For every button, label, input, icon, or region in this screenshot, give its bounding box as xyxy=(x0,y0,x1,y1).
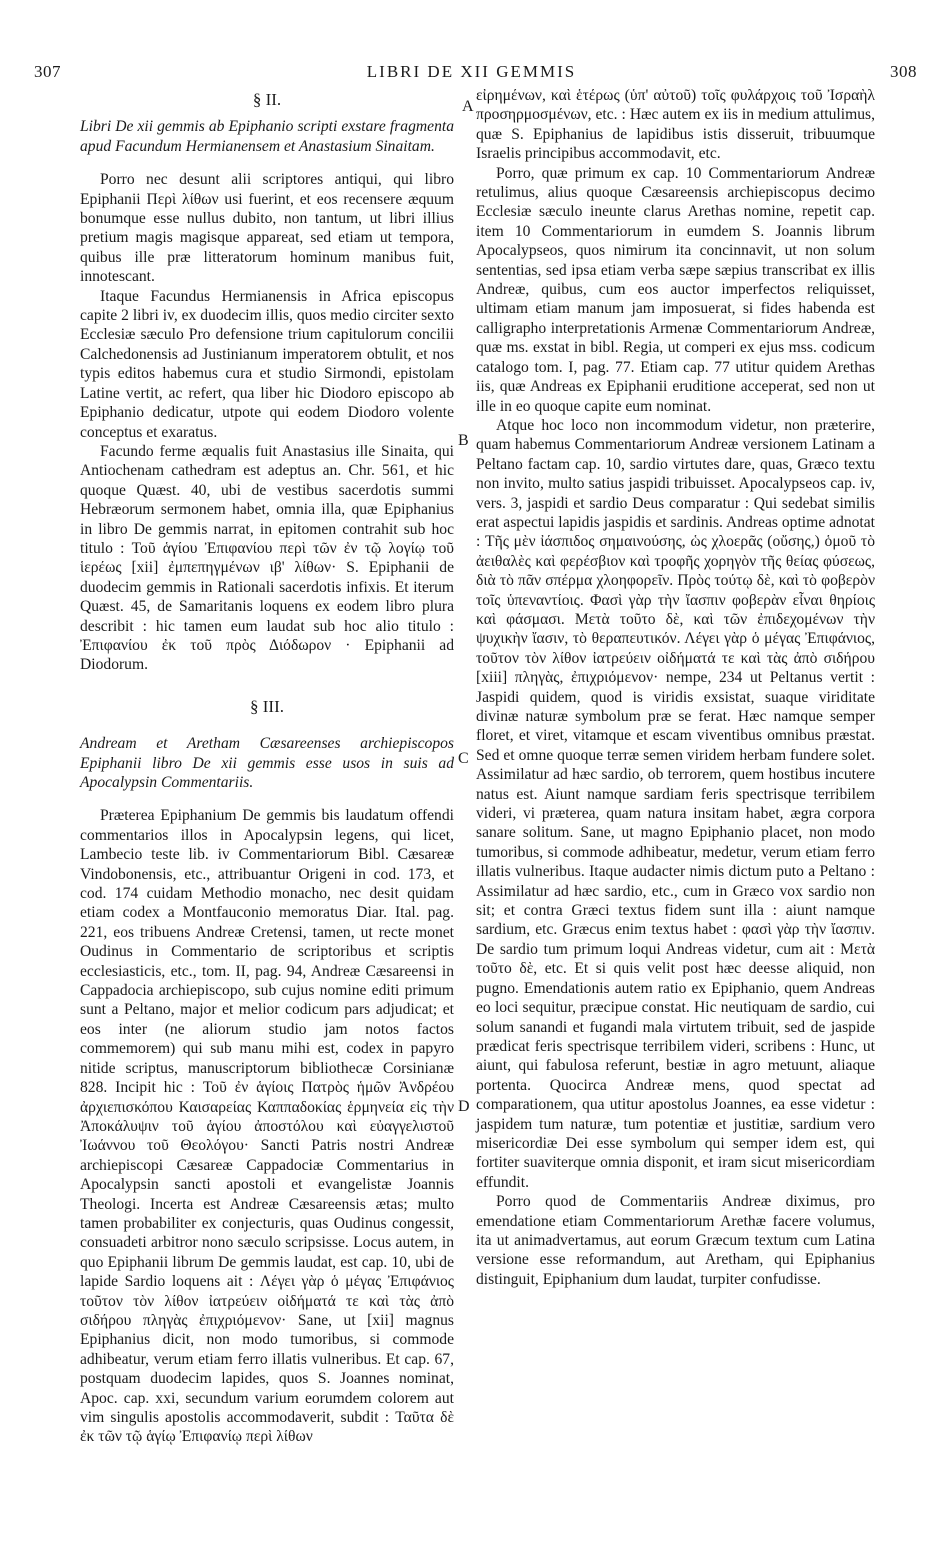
left-column xyxy=(80,86,454,1447)
paragraph: Atque hoc loco non incommodum videtur, non præterire, quam habemus Commentariorum Andreæ versionem Latinam a Peltano factam cap. 10, sardio virtutes dare, quas, Græco textu non invito, multo satius jaspidi tribuisset. Apocalypseos cap. iv, vers. 3, jaspidi et sardio Deus comparatur : Qui sedebat similis erat aspectui lapidis jaspidis et sardinis. Andreas optime adnotat : Τῆς μὲν ἰάσπιδος σημαινούσης, ὡς χλοερᾶς (οὔσης,) ὁμοῦ τὸ ἀειθαλὲς καὶ φερέσβιον καὶ τροφῆς χορηγὸν τῆς θείας φύσεως, διὰ τὸ πᾶν σπέρμα χλοηφορεῖν. Πρὸς τούτῳ δὲ, καὶ τὸ φοβερὸν τοῖς ὑπεναντίοις. Φασὶ γὰρ τὴν ἴασπιν φοβερὰν εἶναι θηρίοις καὶ φάσμασι. Μετὰ τοῦτο δὲ, καὶ τῶν ἐπιδεχομένων τὴν ψυχικὴν ἴασιν, τὸ θεραπευτικόν. Λέγει γὰρ ὁ μέγας Ἐπιφάνιος, τοῦτον τὸν λίθον ἰατρεύειν οἰδήματά τε καὶ τὰς ἀπὸ σιδήρου [xiii] πληγὰς, ἐπιχριόμενον· nempe, 234 ut Peltanus vertit : Jaspidi quidem, quod is viridis exsistat, suaque viriditate divinæ naturæ symbolum præ se ferat. Hæc namque semper floret, et viret, vitamque et escam viventibus omnibus præstat. Sed et omne quoque terræ semen viridem herbam fundere solet. Assimilatur ad hæc sardio, ob terrorem, quem hostibus incutere natus est. Aiunt namque sardiam feris spectrisque terribilem videri, vi præterea, quam natura insitam habet, ægra corpora sanare solitum. Sane, ut magno Epiphanio placet, non modo tumoribus, si commode adhibeatur, medetur, verum etiam ferro illatis vulneribus. Itaque audacter nimis dictum puto a Peltano : Assimilatur ad hæc sardio, etc., cum in Græco vox sardio non sit; et contra Græci textus fidem sunt illa : aiunt namque sardium, etc. Græcus enim textus habet : φασὶ γὰρ τὴν ἴασπιν. De sardio tum primum loqui Andreas videtur, cum ait : Μετὰ τοῦτο δὲ, etc. Et si quis velit post hæc deesse aliquid, non pugno. Emendationis autem ratio ex Epiphanio, quem Andreas eo loci sequitur, præcipue constat. Hic neutiquam de sardio, cui solum sanandi et fugandi mala virtutem tribuit, sed de jaspide prædicat feris spectrisque terribilem videri, scribens : Hunc, ut aiunt, qui fabulosa referunt, bestiæ in agro metuunt, aliaque portenta. Quocirca Andreæ mens, quod spectat ad comparationem, qua utitur apostolus Joannes, ea esse videtur : jaspidem tum naturæ, tum potentiæ et justitiæ, sardium vero misericordiæ Dei esse symbolum qui semper idem est, qui fortiter suaviterque omnia disponit, et iram sicut misericordiam effundit. xyxy=(476,416,875,1191)
section-3-summary: Andream et Aretham Cæsareenses archiepiscopos Epiphanii libro De xii gemmis esse usos in suis ad Apocalypsin Commentariis. xyxy=(80,735,454,791)
paragraph: Itaque Facundus Hermianensis in Africa episcopus capite 2 libri iv, ex duodecim illis, quos medio circiter sexto Ecclesiæ sæculo Pro defensione trium capitulorum concilii Calchedonensis ad Justinianum imperatorem obtulit, et nos typis editos habemus cura et studio Sirmondi, epistolam Latine vertit, ac refert, qua liber hic Diodoro episcopo ab Epiphanio dedicatur, utpote qui eodem Diodoro volente conceptus et exaratus. xyxy=(80,287,455,441)
margin-letter-b: B xyxy=(458,432,469,449)
margin-letter-c: C xyxy=(458,750,469,767)
paragraph: Porro, quæ primum ex cap. 10 Commentariorum Andreæ retulimus, alius quoque Cæsareensis archiepiscopus decimo Ecclesiæ sæculo ineunte clarus Arethas nomine, repetit cap. item 10 Commentariorum in eumdem S. Joannis librum Apocalypseos, quos nimirum ita concinnavit, ut non solum sententias, sed ipsa etiam verba sæpe sæpius transcribat ex illis Andreæ, quibus, cum eos auctor imperfectos reliquisset, ultimam etiam manum jam imposuerat, si fides habenda est calligrapho interpretationis Armenæ Commentariorum Andreæ, quæ ms. exstat in bibl. Regia, ut comperi ex ejus mss. codicum catalogo tom. I, pag. 77. Etiam cap. 77 utitur quidem Arethas iis, quæ Andreas ex Epiphanii eruditione acceperat, sed non ut ille in eo quoque capite eum nominat. xyxy=(476,164,875,415)
page-number-left: 307 xyxy=(34,62,61,81)
section-3-heading: § III. xyxy=(250,696,284,716)
continuation-paragraph: εἰρημένων, καὶ ἑτέρως (ὑπ' αὐτοῦ) τοῖς φυλάρχοις τοῦ Ἰσραὴλ προσηρμοσμένων, etc. : Hæc autem ex iis in medium attulimus, quæ S. Epiphanius de lapidibus istis disseruit, tribuumque Israelis principibus accommodavit, etc. xyxy=(476,87,875,163)
section-2-heading: § II. xyxy=(252,90,282,109)
paragraph: Porro quod de Commentariis Andreæ diximus, pro emendatione etiam Commentariorum Arethæ facere volumus, ita ut animadvertamus, aut eorum Græcum textum cum Latina versione esse reformandum, aut Aretham, qui Epiphanius distinguit, Epiphanium dum laudat, turpiter confudisse. xyxy=(476,1193,875,1288)
margin-letter-a: A xyxy=(462,98,474,115)
paragraph: Porro nec desunt alii scriptores antiqui, qui libro Epiphanii Περὶ λίθων usi fuerint, et eos recensere æquum bonumque esse nullus dubito, non tantum, ut libri illius pretium magis magisque appareat, sed etiam ut tempora, quibus ille præ litteratorum hominum manibus fuit, innotescant. xyxy=(80,171,454,286)
margin-letter-d: D xyxy=(458,1098,470,1115)
page-number-right: 308 xyxy=(890,62,917,81)
section-2-summary: Libri De xii gemmis ab Epiphanio scripti exstare fragmenta apud Facundum Hermianensem et Anastasium Sinaitam. xyxy=(80,118,454,155)
running-title: LIBRI DE XII GEMMIS xyxy=(366,62,577,81)
paragraph: Facundo ferme æqualis fuit Anastasius ille Sinaita, qui Antiochenam cathedram est adeptus an. Chr. 561, et hic quoque Quæst. 40, ubi de vestibus sacerdotis summi Hebræorum sermonem habet, omnia illa, quæ Epiphanius in libro De gemmis narrat, in epitomen contrahit sub hoc titulo : Τοῦ ἁγίου Ἐπιφανίου περὶ τῶν ἐν τῷ λογίῳ τοῦ ἱερέως [xii] ἐμπεπηγμένων ιβ' λίθων· S. Epiphanii de duodecim gemmis in Rationali sacerdotis infixis. Et iterum Quæst. 45, de Samaritanis loquens ex eodem libro plura describit : hic tamen eum laudat sub hoc alio titulo : Ἐπιφανίου ἐκ τοῦ πρὸς Διόδωρον · Epiphanii ad Diodorum. xyxy=(80,442,454,674)
paragraph: Præterea Epiphanium De gemmis bis laudatum offendi commentarios illos in Apocalypsin legens, qui licet, Lambecio teste lib. iv Commentariorum Bibl. Cæsareæ Vindobonensis, etc., attribuantur Origeni in cod. 173, et cod. 174 cuidam Methodio monacho, nec desit quidam etiam codex a Montfauconio memoratus Diar. Ital. pag. 221, eos tribuens Andreæ Cretensi, tamen, ut recte monet Oudinus in Commentario de scriptoribus et scriptis ecclesiasticis, etc., tom. II, pag. 94, Andreæ Cæsareensi in Cappadocia archiepiscopo, sub cujus nomine editi primum sunt a Peltano, major et melior codicum pars adjudicat; et eos inter (ne aliorum studio jam notos factos commemorem) qui sub manu mihi est, codex in papyro nitide scriptus, manuscriptorum bibliothecæ Corsinianæ 828. Incipit hic : Τοῦ ἐν ἁγίοις Πατρὸς ἡμῶν Ἀνδρέου ἀρχιεπισκόπου Καισαρείας Καππαδοκίας ἑρμηνεία εἰς τὴν Ἀποκάλυψιν τοῦ ἁγίου ἀποστόλου καὶ εὐαγγελιστοῦ Ἰωάννου τοῦ Θεολόγου· Sancti Patris nostri Andreæ archiepiscopi Cæsareæ Cappadociæ Commentarius in Apocalypsin sancti apostoli et evangelistæ Joannis Theologi. Incerta est Andreæ Cæsareensis ætas; multo tamen probabiliter ex conjecturis, quas Oudinus congessit, consuadeti arbitror nono sæculo scripsisse. Locus autem, in quo Epiphanii librum De gemmis laudat, est cap. 10, ubi de lapide Sardio loquens ait : Λέγει γὰρ ὁ μέγας Ἐπιφάνιος τοῦτον τὸν λίθον ἰατρεύειν οἰδήματά τε καὶ τὰς ἀπὸ σιδήρου πληγὰς ἐπιχριόμενον· Sane, ut [xii] magnus Epiphanius dicit, non modo tumoribus, si commode adhibeatur, verum etiam ferro illatis vulneribus. Et cap. 67, postquam duodecim lapides, quos S. Joannes nominat, Apoc. cap. xxi, secundum varium eorumdem colorem aut vim singulis apostolis accommodaverit, subdit : Ταῦτα δὲ ἐκ τῶν τῷ ἁγίῳ Ἐπιφανίῳ περὶ λίθων xyxy=(80,807,454,1446)
right-column xyxy=(476,86,875,1289)
